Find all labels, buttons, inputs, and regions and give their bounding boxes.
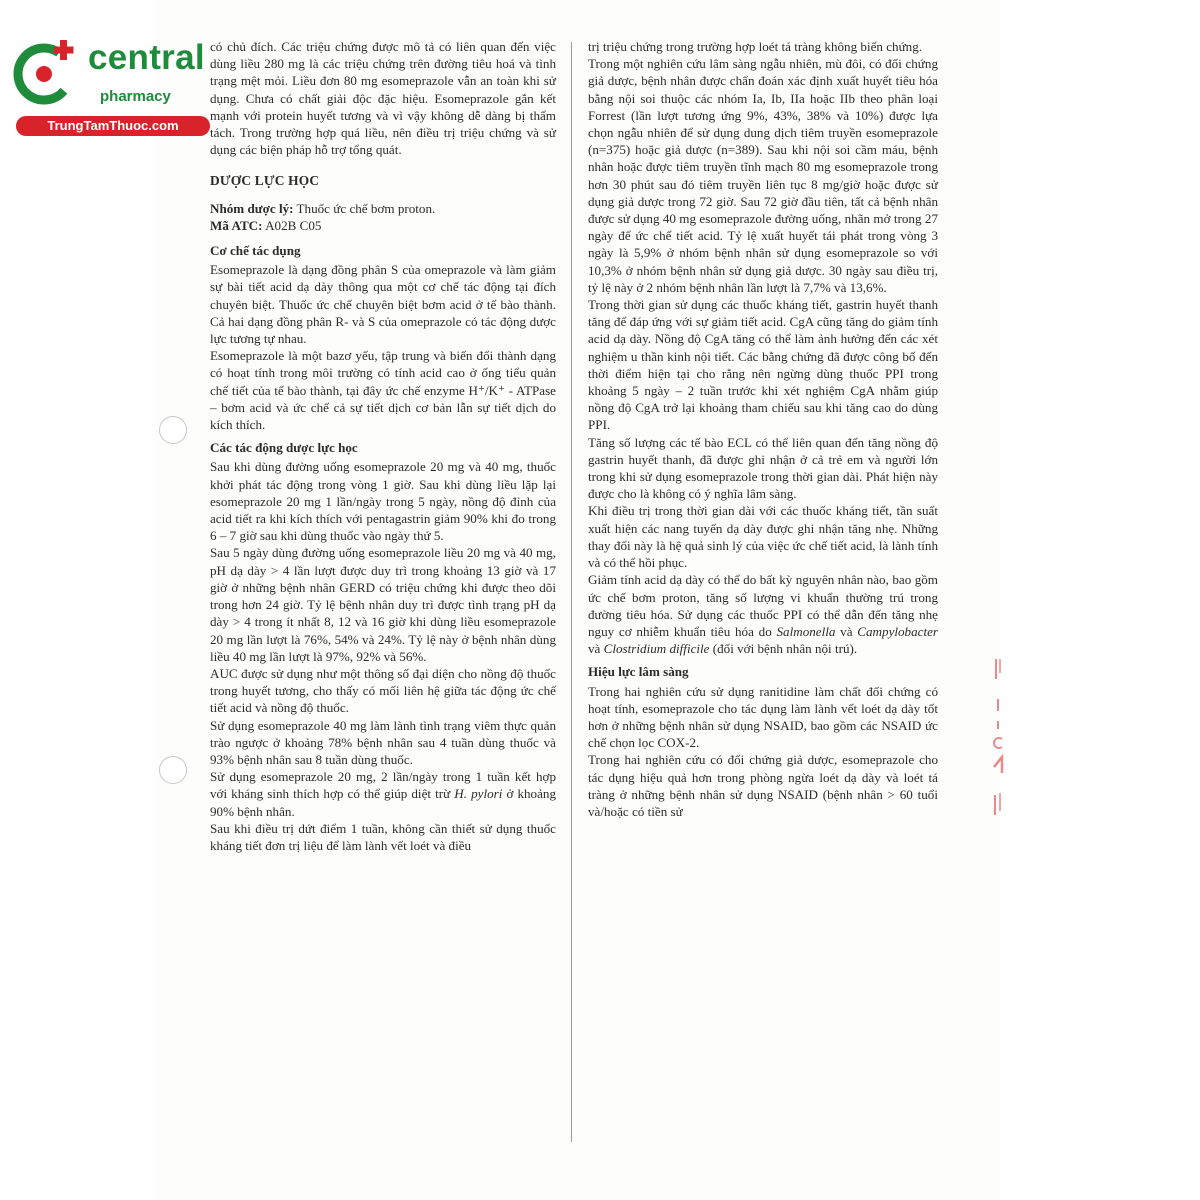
effects-paragraph-4: Sử dụng esomeprazole 40 mg làm lành tình trạng viêm thực quản trào ngược ở khoảng 78% bệnh nhân sau 4 tuần dùng thuốc và 93% bệnh nhân sau 8 tuần dùng thuốc. <box>210 717 556 767</box>
effects-paragraph-3: AUC được sử dụng như một thông số đại diện cho nồng độ thuốc trong huyết tương, cho thấy có mối liên hệ giữa tác động ức chế tiết acid và nồng độ thuốc. <box>210 665 556 716</box>
rp6-species-1: Salmonella <box>776 623 836 639</box>
right-paragraph-7: Trong hai nghiên cứu sử dụng ranitidine làm chất đối chứng có hoạt tính, esomeprazole cho tác dụng làm lành vết loét dạ dày tốt hơn ở những bệnh nhân sử dụng NSAID, bao gồm các NSAID ức chế chọn lọc COX-2. <box>588 683 938 751</box>
effects-paragraph-6: Sau khi điều trị dứt điểm 1 tuần, không cần thiết sử dụng thuốc kháng tiết đơn trị liệu để làm lành vết loét và điều <box>210 820 556 853</box>
effects-p5-text-a: Sử dụng esomeprazole 20 mg, 2 lần/ngày trong 1 tuần kết hợp với kháng sinh thích hợp có thể giúp diệt trừ <box>210 769 556 802</box>
right-paragraph-8: Trong hai nghiên cứu có đối chứng giả dược, esomeprazole cho tác dụng hiệu quả hơn trong phòng ngừa loét dạ dày và loét tá tràng ở những bệnh nhân sử dụng NSAID (bệnh nhân > 60 tuổi và/hoặc có tiền sử <box>588 752 938 819</box>
rp6-text-c: và <box>588 641 604 657</box>
efficacy-heading: Hiệu lực lâm sàng <box>588 664 689 680</box>
brand-url-banner[interactable]: TrungTamThuoc.com <box>16 116 210 136</box>
atc-code-value: A02B C05 <box>265 217 322 233</box>
right-paragraph-2: Trong một nghiên cứu lâm sàng ngẫu nhiên, mù đôi, có đối chứng giả dược, bệnh nhân được chẩn đoán xác định xuất huyết tiêu hóa bằng nội soi thuộc các nhóm Ia, Ib, IIa hoặc IIb theo phân loại Forrest (lần lượt tương ứng 9%, 43%, 38% và 10%) được lựa chọn ngẫu nhiên để sử dụng dung dịch tiêm truyền esomeprazole (n=375) hoặc giả dược (n=389). Sau khi nội soi cầm máu, bệnh nhân hoặc được tiêm truyền tĩnh mạch 80 mg esomeprazole trong hơn 30 phút sau đó tiêm truyền liên tục 8 mg/giờ hoặc được sử dụng giả dược trong 72 giờ. Sau 72 giờ đầu tiên, tất cả bệnh nhân được sử dụng 40 mg esomeprazole đường uống, nhãn mở trong 27 ngày để ức chế tiết acid. Tỷ lệ xuất huyết tái phát trong vòng 3 ngày là 5,9% ở nhóm bệnh nhân sử dụng esomeprazole so với 10,3% ở nhóm bệnh nhân sử dụng giả dược. 30 ngày sau điều trị, tỷ lệ này ở 2 nhóm bệnh nhân lần lượt là 7,7% và 13,6%. <box>588 56 938 295</box>
right-paragraph-1: trị triệu chứng trong trường hợp loét tá tràng không biến chứng. <box>588 39 923 54</box>
right-paragraph-3: Trong thời gian sử dụng các thuốc kháng tiết, gastrin huyết thanh tăng để đáp ứng với sự giảm tiết acid. CgA cũng tăng do giảm tính acid dạ dày. Nồng độ CgA tăng có thể làm ảnh hưởng đến các xét nghiệm u thần kinh nội tiết. Các bằng chứng đã được công bố đến thời điểm hiện tại cho rằng nên ngừng dùng thuốc PPI trong khoảng 5 ngày – 2 tuần trước khi xét nghiệm CgA nhằm giúp nồng độ CgA trở lại khoảng tham chiếu sau khi tăng cao do dùng PPI. <box>588 297 938 433</box>
effects-p5-species: H. pylori <box>454 786 503 802</box>
column-divider <box>571 42 572 1142</box>
atc-code-label: Mã ATC: <box>210 217 263 233</box>
rp6-text-b: và <box>835 623 858 639</box>
effects-paragraph-2: Sau 5 ngày dùng đường uống esomeprazole liều 20 mg và 40 mg, pH dạ dày > 4 lần lượt được duy trì trong khoảng 13 giờ và 17 giờ ở những bệnh nhân GERD có triệu chứng khi được theo dõi trong hơn 24 giờ. Tỷ lệ bệnh nhân duy trì được tình trạng pH dạ dày > 4 trong ít nhất 8, 12 và 16 giờ khi dùng liều esomeprazole 20 mg lần lượt là 76%, 54% và 24%. Tỷ lệ này ở bệnh nhân dùng liều 40 mg lần lượt là 97%, 92% và 56%. <box>210 545 556 664</box>
atc-code <box>210 217 556 234</box>
mechanism-paragraph-1: Esomeprazole là dạng đồng phân S của omeprazole và làm giảm sự bài tiết acid dạ dày thông qua một cơ chế tác động tại đích chuyên biệt. Thuốc ức chế chuyên biệt bơm acid ở tế bào thành. Cả hai dạng đồng phân R- và S của omeprazole có tác động dược lực tương tự nhau. <box>210 262 556 347</box>
rp6-text-a: Giảm tính acid dạ dày có thể do bất kỳ nguyên nhân nào, bao gồm ức chế bơm proton, tăng số lượng vi khuẩn thường trú trong đường tiêu hóa. Sử dụng các thuốc PPI có thể dẫn đến tăng nhẹ nguy cơ nhiễm khuẩn tiêu hóa do <box>588 572 938 639</box>
punch-hole-bottom <box>159 756 187 784</box>
punch-hole-top <box>159 416 187 444</box>
right-column <box>588 38 938 820</box>
pharmacologic-group-value: Thuốc ức chế bơm proton. <box>296 200 436 216</box>
effects-heading: Các tác động dược lực học <box>210 440 358 456</box>
central-pharmacy-logo-icon <box>10 34 86 110</box>
rp6-species-2: Campylobacter <box>857 623 939 639</box>
pharmacologic-group-label: Nhóm dược lý: <box>210 200 294 216</box>
mechanism-paragraph-2: Esomeprazole là một bazơ yếu, tập trung và biến đổi thành dạng có hoạt tính trong môi trường có tính acid cao ở ống tiểu quản chế tiết của tế bào thành, tại đây ức chế enzyme H⁺/K⁺ - ATPase – bơm acid và ức chế cả sự tiết dịch cơ bản lẫn sự tiết dịch do kích thích. <box>210 348 556 433</box>
pharmacologic-group <box>210 200 556 217</box>
brand-subtitle: pharmacy <box>100 88 171 105</box>
section-title-pharmacodynamics: DƯỢC LỰC HỌC <box>210 173 320 189</box>
mechanism-heading: Cơ chế tác dụng <box>210 243 301 259</box>
left-column <box>210 38 556 854</box>
rp6-text-d: (đối với bệnh nhân nội trú). <box>709 641 858 657</box>
brand-name: central <box>88 38 205 77</box>
effects-p5-text-b: ở khoảng 90% bệnh nhân. <box>210 786 557 819</box>
right-paragraph-6 <box>588 571 938 657</box>
overdose-paragraph: có chủ đích. Các triệu chứng được mô tả có liên quan đến việc dùng liều 280 mg là các triệu chứng trên đường tiêu hoá và tình trạng mệt mỏi. Liều đơn 80 mg esomeprazole vẫn an toàn khi sử dụng. Chưa có chất giải độc đặc hiệu. Esomeprazole gắn kết mạnh với protein huyết tương và vì vậy không dễ dàng bị thẩm tách. Trong trường hợp quá liều, nên điều trị triệu chứng và sử dụng các biện pháp hỗ trợ tổng quát. <box>210 39 556 158</box>
effects-paragraph-1: Sau khi dùng đường uống esomeprazole 20 mg và 40 mg, thuốc khởi phát tác động trong vòng 1 giờ. Sau khi dùng liều lặp lại esomeprazole 20 mg 1 lần/ngày trong 5 ngày, nồng độ đỉnh của acid tiết ra khi kích thích với pentagastrin giảm 90% khi đo trong 6 – 7 giờ sau khi dùng thuốc vào ngày thứ 5. <box>210 459 556 544</box>
rp6-species-3: Clostridium difficile <box>603 641 710 657</box>
brand-logo[interactable] <box>10 34 210 139</box>
right-paragraph-5: Khi điều trị trong thời gian dài với các thuốc kháng tiết, tần suất xuất hiện các nang tuyến dạ dày được ghi nhận tăng nhẹ. Những thay đổi này là hệ quả sinh lý của việc ức chế tiết acid, là lành tính và có thể hồi phục. <box>588 503 938 571</box>
right-paragraph-4: Tăng số lượng các tế bào ECL có thể liên quan đến tăng nồng độ gastrin huyết thanh, đã được ghi nhận ở cả trẻ em và người lớn trong khi sử dụng esomeprazole trong thời gian dài. Phát hiện này được cho là không có ý nghĩa lâm sàng. <box>588 434 938 502</box>
margin-stamp-marks <box>986 655 1008 825</box>
effects-paragraph-5 <box>210 768 556 820</box>
